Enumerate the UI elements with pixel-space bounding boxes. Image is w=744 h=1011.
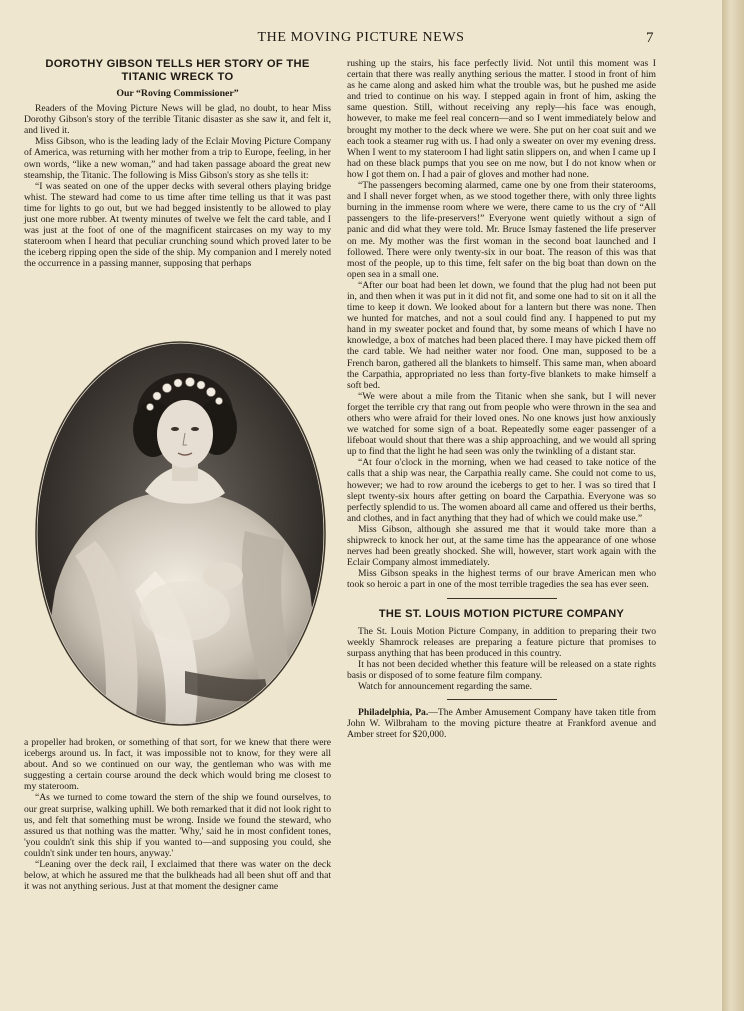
article-paragraph: Miss Gibson, although she assured me that it would take more than a shipwreck to knock her out, at the same time has the appearance of one whose nerves had been greatly shocked. She will, however, start work again with the Eclair Company almost immediately.: [347, 523, 656, 569]
article-paragraph: “Leaning over the deck rail, I exclaimed that there was water on the deck below, at which he assured me that the bulkheads had all been shut off and that it was not anything serious. Just at that moment the designer came: [24, 859, 331, 893]
article-paragraph: Miss Gibson, who is the leading lady of the Eclair Moving Picture Company of America, was returning with her mother from a trip to Europe, feeling, in her own words, “like a new woman,” and had taken passage aboard the great new steamship, the Titanic. The following is Miss Gibson's story as she tells it:: [24, 136, 331, 181]
article-column-left-top: [24, 58, 331, 270]
article-paragraph: “After our boat had been let down, we found that the plug had not been put in, and then when it was put in it did not fit, and some one had to sit on it all the time to keep it down. We looked about for a lantern but there was none. Then we hunted for matches, and not a soul could find any. I happened to put my hand in my sweater pocket and found that, by some means of which I have no knowledge, a box of matches had been placed there. I may have picked them off the card table. We had neither water nor food. One man, supposed to be a French baron, gathered all the blankets to himself. This same man, when aboard the Carpathia, appropriated no less than forty-five blankets to make himself a soft bed.: [347, 279, 656, 391]
article-paragraph: Readers of the Moving Picture News will be glad, no doubt, to hear Miss Dorothy Gibson's story of the terrible Titanic disaster as she saw it, and felt it, and lived it.: [24, 103, 331, 137]
philadelphia-text: —The Amber Amusement Company have taken title from John W. Wilbraham to the moving picture theatre at Frankford avenue and Amber street for $20,000.: [347, 707, 656, 741]
section-divider: [447, 598, 557, 599]
running-head: THE MOVING PICTURE NEWS: [257, 30, 465, 45]
article-paragraph: “As we turned to come toward the stern of the ship we found ourselves, to our great surprise, walking uphill. We both remarked that it did not look right to us, and felt that something must be wrong. Inside we found the steward, who assured us that nothing was the matter. 'Why,' said he in most confident tones, 'you couldn't sink this ship if you wanted to—and supposing you could, she couldn't sink under ten hours, anyway.': [24, 792, 331, 859]
article-paragraph: “At four o'clock in the morning, when we had ceased to take notice of the calls that a ship was near, the Carpathia really came. She could not come to us, however; we had to row around the icebergs to get to her. I was so tired that I slept twenty-six hours after getting on board the Carpathia. Everyone was so perfectly splendid to us. The women aboard all came and offered us their berths, and clothes, and in fact anything that they had of which we could make use.”: [347, 457, 656, 524]
article-paragraph: “I was seated on one of the upper decks with several others playing bridge whist. The steward had come to us time after time telling us that it was past time for lights to go out, but we had begged insistently to be allowed to play just one more rubber. At twenty minutes of twelve we felt the card table, and I was just at the foot of one of the magnificent staircases on my way to my stateroom when I heard that peculiar crunching sound which proved later to be the iceberg ripping open the side of the ship. My companion and I merely noted the occurrence in a passing manner, supposing that perhaps: [24, 180, 331, 270]
article-paragraph: “We were about a mile from the Titanic when she sank, but I will never forget the terrible cry that rang out from people who were thrown in the sea and others who were afraid for their loved ones. No one knows just how anxiously we watched for some sign of a boat. Repeatedly some eager passenger of a lifeboat would shout that there was a ship approaching, and we would all spring up to find that the light he had seen was only the twinkling of a distant star.: [347, 390, 656, 458]
page-edge: [722, 0, 744, 1011]
article-column-right: [347, 58, 656, 740]
article-paragraph: a propeller had broken, or something of that sort, for we knew that there were icebergs around us. In fact, it was impossible not to know, for they were all about. And so we continued on our way, the gentleman who was with me suggesting a certain course around the deck which would bring me closest to my stateroom.: [24, 737, 331, 793]
article-byline: Our “Roving Commissioner”: [116, 88, 239, 99]
portrait-photo: [35, 341, 326, 726]
philadelphia-item: [347, 707, 656, 740]
st-louis-paragraph: It has not been decided whether this feature will be released on a state rights basis or disposed of to some feature film company.: [347, 658, 656, 681]
section-divider: [447, 699, 557, 700]
article-headline: DOROTHY GIBSON TELLS HER STORY OF THE TITANIC WRECK TO: [45, 58, 310, 83]
article-column-left-bottom: [24, 737, 331, 892]
philadelphia-dateline: Philadelphia, Pa.: [358, 707, 429, 719]
st-louis-heading: THE ST. LOUIS MOTION PICTURE COMPANY: [378, 607, 625, 620]
article-paragraph: “The passengers becoming alarmed, came one by one from their staterooms, and I shall never forget when, as we stood together there, with only three lights burning in the immense room where we were, there came to us the cry of “All passengers to the life-preservers!” Everyone went quietly without a sign of panic and did what they were told. Mr. Bruce Ismay fastened the life preserver on me. My mother was the first woman in the second boat launched and I followed. There were only twenty-six in our boat. The reason of this was that most of the people, up to this time, felt safer on the big boat than down on the open sea in a small one.: [347, 180, 656, 280]
st-louis-paragraph: Watch for announcement regarding the same.: [358, 681, 532, 693]
st-louis-paragraph: The St. Louis Motion Picture Company, in addition to preparing their two weekly Shamrock releases are preparing a feature picture that promises to surpass anything that has been produced in this country.: [347, 625, 656, 659]
article-paragraph: Miss Gibson speaks in the highest terms of our brave American men who took so heroic a part in one of the most terrible tragedies the sea has ever seen.: [347, 568, 656, 591]
article-paragraph: rushing up the stairs, his face perfectly livid. Not until this moment was I certain that there was really anything serious the matter. I stood in front of him as he came along and asked him what the trouble was, but he pushed me aside and tried to continue on his way. I stepped again in front of him, asking the same question. Still, without receiving any reply—his face was enough, however, to make me feel real concern—and so I went immediately below and brought my mother to the deck where we were. She put on her coat suit and we each took a steamer rug with us. I had only a sweater on over my evening dress. When I went to my stateroom I had light satin slippers on, and when I came up I had on these black pumps that you see on me now, but I do not know when or how I got them on. I had a pair of gloves and mother had none.: [347, 58, 656, 180]
page-number: 7: [646, 30, 654, 46]
